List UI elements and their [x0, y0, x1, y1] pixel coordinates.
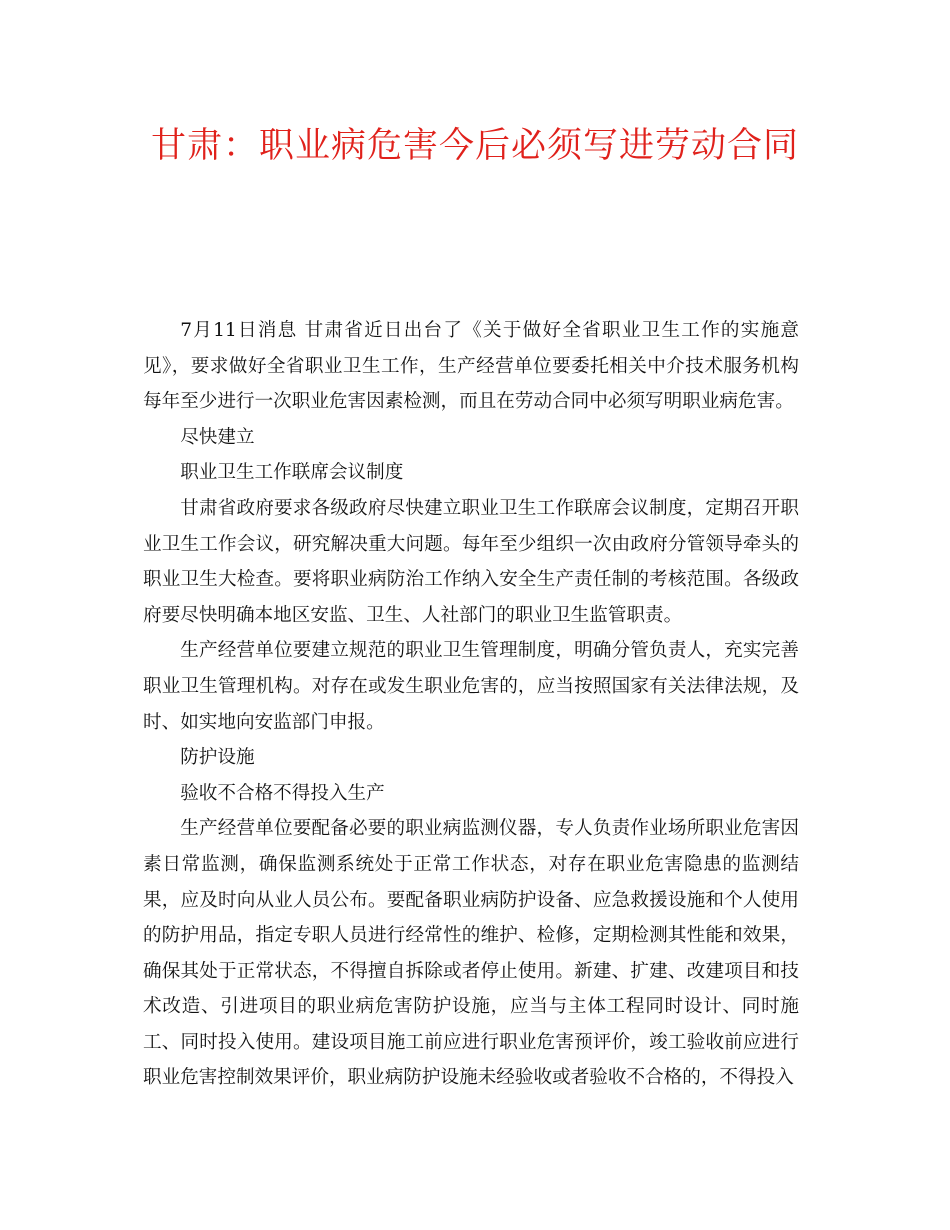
paragraph-enterprise-management: 生产经营单位要建立规范的职业卫生管理制度，明确分管负责人，充实完善职业卫生管理机构。对存在或发生职业危害的，应当按照国家有关法律法规，及时、如实地向安监部门申报。 — [143, 640, 799, 733]
paragraph-government-requirements: 甘肃省政府要求各级政府尽快建立职业卫生工作联席会议制度，定期召开职业卫生工作会议，研究解决重大问题。每年至少组织一次由政府分管领导牵头的职业卫生大检查。要将职业病防治工作纳入安全生产责任制的考核范围。各级政府要尽快明确本地区安监、卫生、人社部门的职业卫生监管职责。 — [143, 497, 799, 626]
paragraph-intro: 7月11日消息 甘肃省近日出台了《关于做好全省职业卫生工作的实施意见》，要求做好全省职业卫生工作，生产经营单位要委托相关中介技术服务机构每年至少进行一次职业危害因素检测，而且在劳动合同中必须写明职业病危害。 — [143, 320, 799, 413]
document-title: 甘肃：职业病危害今后必须写进劳动合同 — [150, 126, 799, 166]
document-body — [143, 313, 799, 1096]
subheading-acceptance: 验收不合格不得投入生产 — [180, 782, 385, 804]
subheading-protective-facilities: 防护设施 — [180, 747, 255, 769]
subheading-joint-meeting-system: 职业卫生工作联席会议制度 — [180, 462, 404, 484]
paragraph-monitoring-and-protection: 生产经营单位要配备必要的职业病监测仪器，专人负责作业场所职业危害因素日常监测，确保监测系统处于正常工作状态，对存在职业危害隐患的监测结果，应及时向从业人员公布。要配备职业病防护设备、应急救援设施和个人使用的防护用品，指定专职人员进行经常性的维护、检修，定期检测其性能和效果，确保其处于正常状态，不得擅自拆除或者停止使用。新建、扩建、改建项目和技术改造、引进项目的职业病危害防护设施，应当与主体工程同时设计、同时施工、同时投入使用。建设项目施工前应进行职业危害预评价，竣工验收前应进行职业危害控制效果评价，职业病防护设施未经验收或者验收不合格的，不得投入 — [143, 818, 799, 1089]
subheading-establish: 尽快建立 — [180, 426, 255, 448]
